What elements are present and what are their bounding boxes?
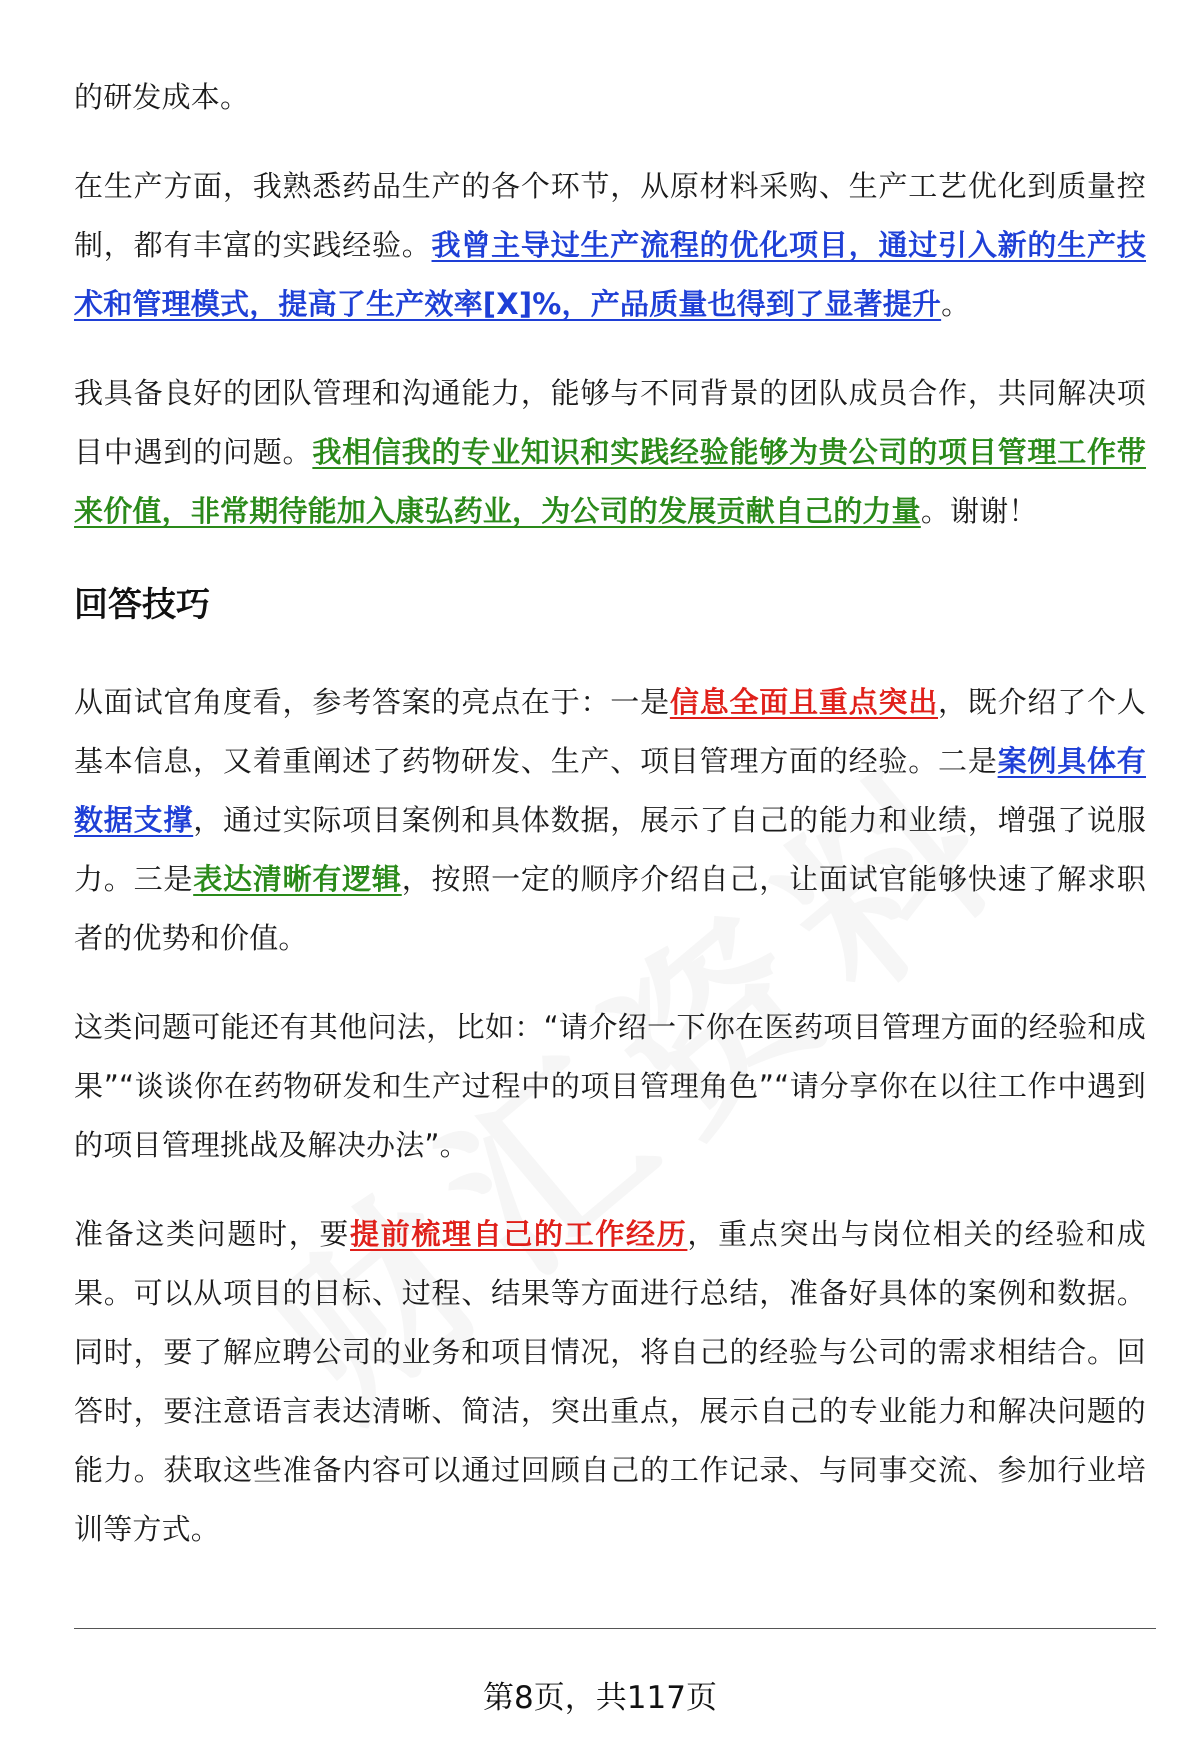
paragraph-text: 。谢谢！ [920, 494, 1038, 528]
answer-paragraph [74, 68, 1146, 127]
paragraph-text: 。 [941, 287, 971, 321]
green-highlight-text: 我相信我的专业知识和实践经验能够为贵公司的项目管理工作带来价值，非常期待能加入康弘药业，为公司的发展贡献自己的力量 [74, 435, 1146, 528]
answer-section [74, 68, 1146, 541]
tips-section [74, 673, 1146, 1559]
tip-paragraph [74, 1205, 1146, 1559]
paragraph-text: 我具备良好的团队管理和沟通能力，能够与不同背景的团队成员合作，共同解决项目中遇到的问题。 [74, 376, 1146, 469]
footer-divider [74, 1628, 1156, 1629]
paragraph-text: ，按照一定的顺序介绍自己，让面试官能够快速了解求职者的优势和价值。 [74, 862, 1146, 955]
paragraph-text: 准备这类问题时，要 [74, 1217, 351, 1251]
paragraph-text: 在生产方面，我熟悉药品生产的各个环节，从原材料采购、生产工艺优化到质量控制，都有丰富的实践经验。 [74, 169, 1146, 262]
answer-paragraph [74, 157, 1146, 334]
blue-highlight-text: 我曾主导过生产流程的优化项目，通过引入新的生产技术和管理模式，提高了生产效率[X]%，产品质量也得到了显著提升 [74, 228, 1146, 321]
answer-paragraph [74, 364, 1146, 541]
paragraph-text: ，重点突出与岗位相关的经验和成果。可以从项目的目标、过程、结果等方面进行总结，准备好具体的案例和数据。同时，要了解应聘公司的业务和项目情况，将自己的经验与公司的需求相结合。回答时，要注意语言表达清晰、简洁，突出重点，展示自己的专业能力和解决问题的能力。获取这些准备内容可以通过回顾自己的工作记录、与同事交流、参加行业培训等方式。 [74, 1217, 1146, 1546]
paragraph-text: ，既介绍了个人基本信息，又着重阐述了药物研发、生产、项目管理方面的经验。二是 [74, 685, 1146, 778]
page-number: 第8页，共117页 [483, 1680, 717, 1716]
red-highlight-text: 提前梳理自己的工作经历 [350, 1217, 688, 1251]
paragraph-text: 的研发成本。 [74, 80, 250, 114]
red-highlight-text: 信息全面且重点突出 [669, 685, 939, 719]
section-heading: 回答技巧 [74, 585, 210, 625]
blue-highlight-text: 案例具体有数据支撑 [74, 744, 1146, 837]
green-highlight-text: 表达清晰有逻辑 [193, 862, 402, 896]
tip-paragraph [74, 673, 1146, 968]
document-page [74, 68, 1146, 1589]
paragraph-text: ，通过实际项目案例和具体数据，展示了自己的能力和业绩，增强了说服力。三是 [74, 803, 1146, 896]
paragraph-text: 从面试官角度看，参考答案的亮点在于：一是 [74, 685, 670, 719]
paragraph-text: 这类问题可能还有其他问法，比如：“请介绍一下你在医药项目管理方面的经验和成果”“谈谈你在药物研发和生产过程中的项目管理角色”“请分享你在以往工作中遇到的项目管理挑战及解决办法”。 [74, 1010, 1146, 1162]
tip-paragraph [74, 998, 1146, 1175]
